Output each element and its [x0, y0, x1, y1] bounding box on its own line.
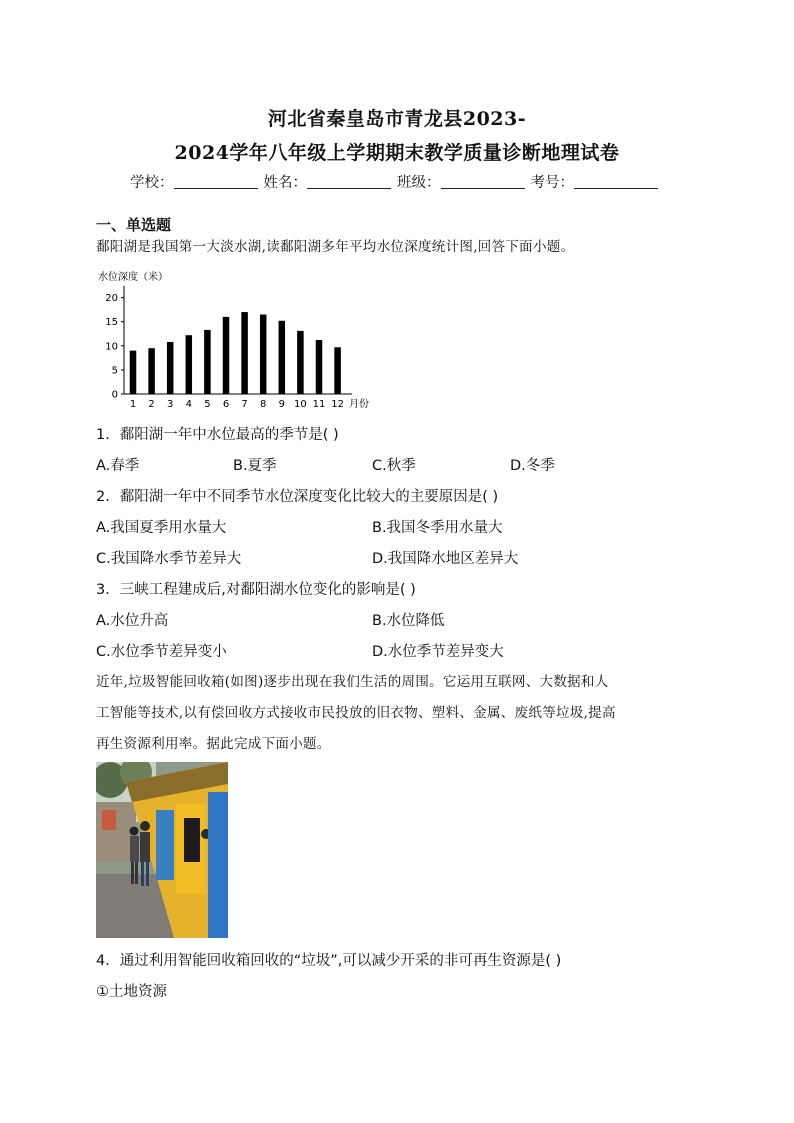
chart-ylabel: 水位深度（米）: [98, 272, 168, 283]
x-tick-label: 5: [204, 399, 211, 410]
q2-option-b[interactable]: B.我国冬季用水量大: [372, 520, 503, 536]
name-field[interactable]: [307, 174, 391, 189]
passage-intro-2-line2: 工智能等技术,以有偿回收方式接收市民投放的旧衣物、塑料、金属、废纸等垃圾,提高: [96, 705, 616, 721]
x-tick-label: 3: [167, 399, 174, 410]
y-tick-label: 15: [105, 317, 118, 329]
x-tick-label: 6: [222, 399, 230, 410]
chart-bar-month-8: [260, 315, 267, 395]
q1-option-a[interactable]: A.春季: [96, 458, 140, 474]
x-tick-label: 2: [148, 399, 155, 410]
exam-number-label: 考号：: [530, 175, 574, 191]
chart-bar-month-3: [167, 342, 174, 394]
q3-option-a[interactable]: A.水位升高: [96, 613, 169, 629]
exam-title-line2: 2024学年八年级上学期期末教学质量诊断地理试卷: [174, 142, 620, 164]
chart-bar-month-7: [241, 312, 248, 394]
q2-option-d[interactable]: D.我国降水地区差异大: [372, 551, 519, 567]
y-tick-label: 0: [111, 389, 118, 401]
chart-bar-month-12: [334, 347, 341, 394]
q3-option-d[interactable]: D.水位季节差异变大: [372, 644, 504, 660]
question-3-stem: 3．三峡工程建成后,对鄱阳湖水位变化的影响是( ): [96, 582, 416, 598]
x-tick-label: 11: [312, 399, 326, 410]
q3-option-b[interactable]: B.水位降低: [372, 613, 445, 629]
q1-option-c[interactable]: C.秋季: [372, 458, 416, 474]
chart-x-ticks: [130, 399, 344, 410]
chart-bar-month-11: [316, 340, 323, 394]
chart-bar-month-6: [223, 317, 230, 394]
exam-title-line1: 河北省秦皇岛市青龙县2023-: [267, 108, 527, 130]
school-label: 学校：: [130, 175, 174, 191]
smart-recycling-box-photo: [96, 762, 228, 938]
chart-xlabel: 月份: [349, 399, 369, 410]
y-tick-label: 5: [111, 365, 118, 377]
class-label: 班级：: [397, 175, 441, 191]
question-1-stem: 1．鄱阳湖一年中水位最高的季节是( ): [96, 427, 339, 443]
passage-intro-2: [96, 667, 708, 760]
question-4-stem: 4．通过利用智能回收箱回收的“垃圾”,可以减少开采的非可再生资源是( ): [96, 953, 562, 969]
q2-option-a[interactable]: A.我国夏季用水量大: [96, 520, 227, 536]
question-2-stem: 2．鄱阳湖一年中不同季节水位深度变化比较大的主要原因是( ): [96, 489, 499, 505]
x-tick-label: 1: [129, 399, 137, 410]
x-tick-label: 9: [278, 399, 285, 410]
student-info-row: [0, 171, 794, 192]
section-heading: 一、单选题: [96, 216, 172, 234]
x-tick-label: 8: [260, 399, 267, 410]
chart-bar-month-4: [186, 335, 193, 394]
x-tick-label: 12: [331, 399, 344, 410]
x-tick-label: 7: [241, 399, 248, 410]
passage-intro-1: 鄱阳湖是我国第一大淡水湖,读鄱阳湖多年平均水位深度统计图,回答下面小题。: [96, 239, 575, 255]
chart-y-ticks: [105, 293, 124, 400]
x-tick-label: 4: [185, 399, 192, 410]
q1-option-d[interactable]: D.冬季: [510, 458, 555, 474]
q1-option-b[interactable]: B.夏季: [233, 458, 277, 474]
water-depth-bar-chart: [96, 268, 386, 414]
q3-option-c[interactable]: C.水位季节差异变小: [96, 644, 227, 660]
chart-bar-month-9: [279, 321, 286, 394]
y-tick-label: 20: [105, 293, 118, 305]
school-field[interactable]: [174, 174, 258, 189]
q4-option-1[interactable]: ①土地资源: [96, 984, 167, 1000]
passage-intro-2-line1: 近年,垃圾智能回收箱(如图)逐步出现在我们生活的周围。它运用互联网、大数据和人: [96, 674, 609, 690]
chart-bar-month-10: [297, 331, 304, 394]
chart-bar-month-1: [130, 351, 137, 394]
y-tick-label: 10: [105, 341, 118, 353]
x-tick-label: 10: [294, 399, 307, 410]
q2-option-c[interactable]: C.我国降水季节差异大: [96, 551, 242, 567]
exam-number-field[interactable]: [574, 174, 658, 189]
chart-bar-month-5: [204, 330, 211, 394]
class-field[interactable]: [441, 174, 525, 189]
name-label: 姓名：: [263, 175, 307, 191]
passage-intro-2-line3: 再生资源利用率。据此完成下面小题。: [96, 736, 331, 752]
chart-bars: [130, 312, 341, 394]
chart-bar-month-2: [148, 348, 155, 394]
